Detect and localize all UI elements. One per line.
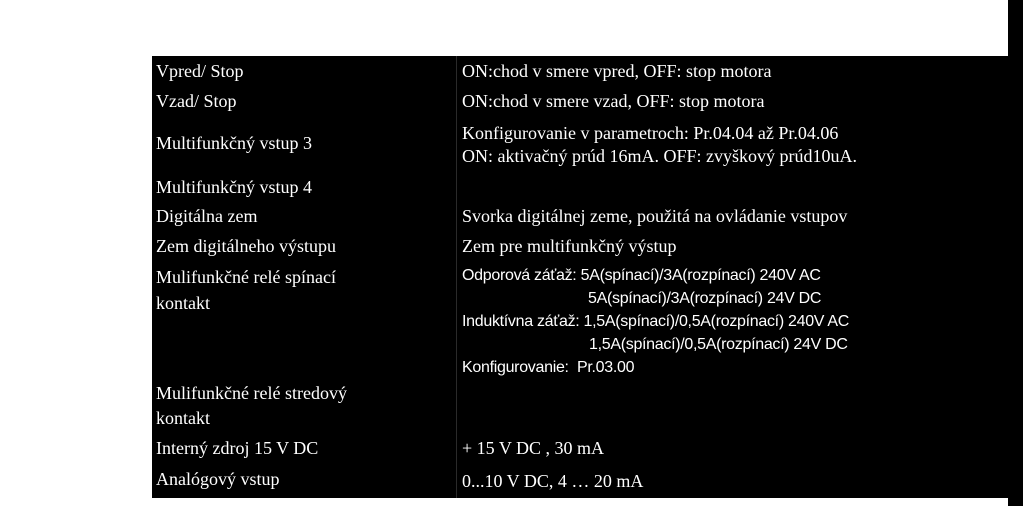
row-1-description: ON:chod v smere vpred, OFF: stop motora [462, 61, 772, 81]
row-8-label-line-2: kontakt [156, 408, 210, 428]
row-3-description-line-2: ON: aktivačný prúd 16mA. OFF: zvyškový prúd10uA. [462, 146, 857, 166]
row-6-description: Zem pre multifunkčný výstup [462, 236, 677, 256]
row-2-description: ON:chod v smere vzad, OFF: stop motora [462, 91, 765, 111]
row-5-description: Svorka digitálnej zeme, použitá na ovládanie vstupov [462, 206, 848, 226]
row-4-label: Multifunkčný vstup 4 [156, 177, 312, 197]
row-2-label: Vzad/ Stop [156, 91, 237, 111]
row-7-description-line-4: 1,5A(spínací)/0,5A(rozpínací) 24V DC [589, 336, 848, 353]
row-3-label: Multifunkčný vstup 3 [156, 133, 312, 153]
row-7-label-line-1: Mulifunkčné relé spínací [156, 267, 336, 287]
row-5-label: Digitálna zem [156, 206, 258, 226]
top-margin [0, 0, 1008, 56]
right-edge [1008, 0, 1023, 506]
row-7-label-line-2: kontakt [156, 293, 210, 313]
row-6-label: Zem digitálneho výstupu [156, 236, 336, 256]
terminal-table [152, 56, 1008, 498]
row-10-description: 0...10 V DC, 4 … 20 mA [462, 471, 644, 491]
left-margin [0, 56, 152, 498]
column-divider [456, 56, 457, 498]
row-7-description-line-3: Induktívna záťaž: 1,5A(spínací)/0,5A(rozpínací) 240V AC [462, 313, 850, 330]
row-9-description: + 15 V DC , 30 mA [462, 438, 605, 458]
bottom-margin [0, 498, 1023, 506]
row-10-label: Analógový vstup [156, 469, 280, 489]
row-3-description-line-1: Konfigurovanie v parametroch: Pr.04.04 až Pr.04.06 [462, 123, 839, 143]
row-7-description-line-2: 5A(spínací)/3A(rozpínací) 24V DC [588, 290, 822, 307]
row-7-description-line-1: Odporová záťaž: 5A(spínací)/3A(rozpínací) 240V AC [462, 267, 821, 284]
row-8-label-line-1: Mulifunkčné relé stredový [156, 383, 347, 403]
row-9-label: Interný zdroj 15 V DC [156, 438, 319, 458]
row-1-label: Vpred/ Stop [156, 61, 244, 81]
row-7-description-line-5: Konfigurovanie: Pr.03.00 [462, 359, 635, 376]
